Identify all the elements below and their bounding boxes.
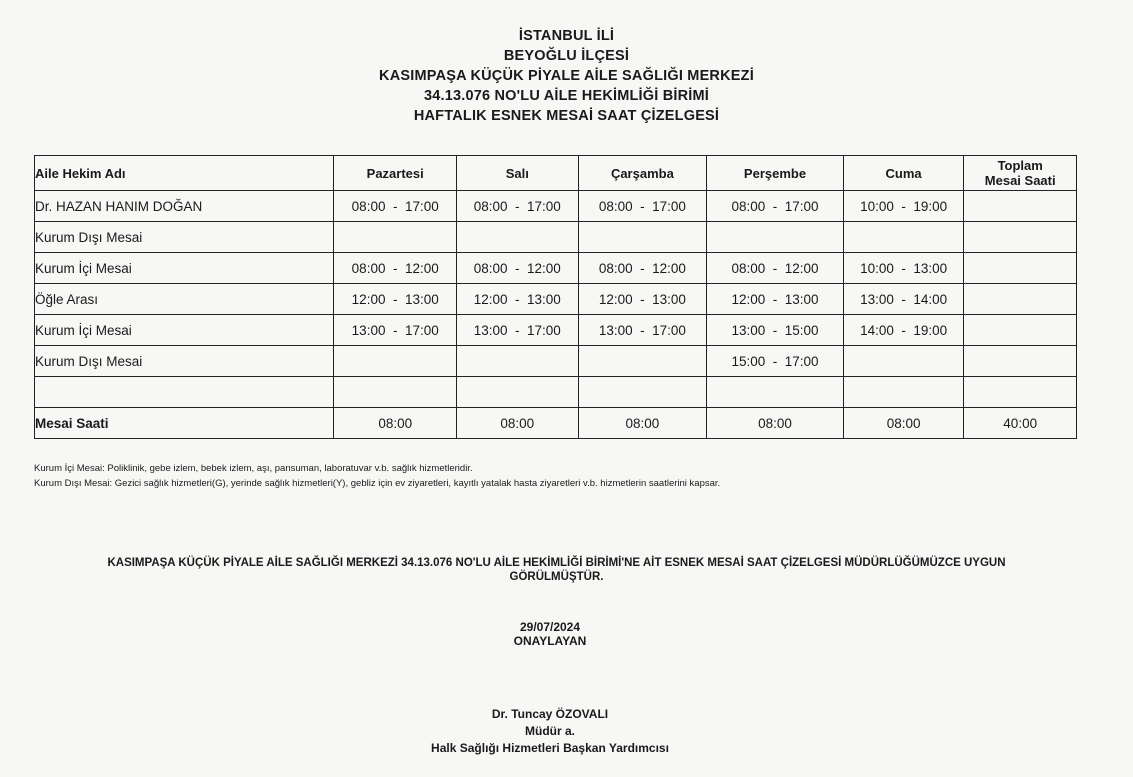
- column-header-total-hours: [964, 156, 1077, 191]
- total-row: [35, 408, 1077, 439]
- time-cell: 13:00 - 17:00: [457, 315, 579, 346]
- time-cell: 08:00 - 12:00: [457, 253, 579, 284]
- header-health-center: KASIMPAŞA KÜÇÜK PİYALE AİLE SAĞLIĞI MERKEZİ: [379, 68, 754, 84]
- time-cell: 08:00: [457, 408, 579, 439]
- time-cell: [843, 377, 964, 408]
- time-cell: [707, 377, 844, 408]
- table-row: [35, 315, 1077, 346]
- note-external-hours: Kurum Dışı Mesai: Gezici sağlık hizmetleri(G), yerinde sağlık hizmetleri(Y), gebliz için ev ziyaretleri, kayıtlı yatalak hasta ziyaretleri v.b. hizmetlerin saatlerini kapsar.: [34, 478, 721, 489]
- time-cell: 08:00 - 17:00: [457, 191, 579, 222]
- total-header-line1: Toplam: [997, 158, 1043, 173]
- header-district: BEYOĞLU İLÇESİ: [503, 48, 630, 64]
- column-header-tuesday: Salı: [457, 156, 579, 191]
- table-row: [35, 253, 1077, 284]
- row-label: Kurum İçi Mesai: [35, 315, 334, 346]
- document-header: [0, 26, 1133, 126]
- row-label: Dr. HAZAN HANIM DOĞAN: [35, 191, 334, 222]
- total-hours-cell: [964, 191, 1077, 222]
- column-header-doctor-name: Aile Hekim Adı: [35, 156, 334, 191]
- approval-statement: [30, 556, 1083, 584]
- time-cell: 12:00 - 13:00: [578, 284, 707, 315]
- header-province: İSTANBUL İLİ: [518, 28, 615, 44]
- note-internal-hours: Kurum İçi Mesai: Poliklinik, gebe izlem, bebek izlem, aşı, pansuman, laboratuvar v.b. sağlık hizmetleridir.: [34, 463, 473, 474]
- time-cell: 10:00 - 19:00: [843, 191, 964, 222]
- time-cell: 08:00 - 12:00: [707, 253, 844, 284]
- time-cell: 13:00 - 15:00: [707, 315, 844, 346]
- table-row: [35, 346, 1077, 377]
- row-label: [35, 377, 334, 408]
- table-row: [35, 377, 1077, 408]
- time-cell: 13:00 - 17:00: [578, 315, 707, 346]
- table-row: [35, 284, 1077, 315]
- total-hours-cell: [964, 253, 1077, 284]
- time-cell: 14:00 - 19:00: [843, 315, 964, 346]
- total-hours-cell: [964, 377, 1077, 408]
- approval-statement-line1: KASIMPAŞA KÜÇÜK PİYALE AİLE SAĞLIĞI MERKEZİ 34.13.076 NO'LU AİLE HEKİMLİĞİ BİRİMİ'NE AİT ESNEK MESAİ SAAT ÇİZELGESİ MÜDÜRLÜĞÜMÜZCE UYGUN: [107, 557, 1006, 569]
- approval-date: 29/07/2024: [519, 620, 581, 634]
- time-cell: 08:00 - 17:00: [334, 191, 457, 222]
- time-cell: [457, 346, 579, 377]
- signer-block: [0, 706, 1100, 757]
- total-header-line2: Mesai Saati: [984, 173, 1056, 188]
- approved-by-label: ONAYLAYAN: [513, 634, 587, 648]
- time-cell: 13:00 - 14:00: [843, 284, 964, 315]
- time-cell: 12:00 - 13:00: [707, 284, 844, 315]
- approval-statement-line2: GÖRÜLMÜŞTÜR.: [509, 571, 604, 583]
- column-header-monday: Pazartesi: [334, 156, 457, 191]
- signer-role: Müdür a.: [525, 724, 575, 738]
- approval-block: [0, 620, 1100, 648]
- time-cell: [578, 377, 707, 408]
- total-row-label: Mesai Saati: [35, 408, 334, 439]
- time-cell: [843, 346, 964, 377]
- row-label: Öğle Arası: [35, 284, 334, 315]
- column-header-wednesday: Çarşamba: [578, 156, 707, 191]
- time-cell: 08:00 - 12:00: [334, 253, 457, 284]
- time-cell: [578, 346, 707, 377]
- header-document-title: HAFTALIK ESNEK MESAİ SAAT ÇİZELGESİ: [413, 108, 720, 124]
- column-header-thursday: Perşembe: [707, 156, 844, 191]
- time-cell: [334, 346, 457, 377]
- time-cell: [334, 222, 457, 253]
- row-label: Kurum Dışı Mesai: [35, 222, 334, 253]
- time-cell: 08:00 - 17:00: [578, 191, 707, 222]
- time-cell: [578, 222, 707, 253]
- header-unit: 34.13.076 NO'LU AİLE HEKİMLİĞİ BİRİMİ: [423, 88, 710, 104]
- time-cell: 15:00 - 17:00: [707, 346, 844, 377]
- total-hours-cell: [964, 284, 1077, 315]
- row-label: Kurum Dışı Mesai: [35, 346, 334, 377]
- time-cell: 08:00 - 17:00: [707, 191, 844, 222]
- row-label: Kurum İçi Mesai: [35, 253, 334, 284]
- time-cell: 08:00 - 12:00: [578, 253, 707, 284]
- time-cell: 08:00: [707, 408, 844, 439]
- time-cell: [334, 377, 457, 408]
- time-cell: [707, 222, 844, 253]
- time-cell: 10:00 - 13:00: [843, 253, 964, 284]
- table-row: [35, 191, 1077, 222]
- signer-name: Dr. Tuncay ÖZOVALI: [491, 707, 609, 721]
- time-cell: [457, 222, 579, 253]
- time-cell: 13:00 - 17:00: [334, 315, 457, 346]
- time-cell: 08:00: [334, 408, 457, 439]
- table-header-row: [35, 156, 1077, 191]
- time-cell: 08:00: [578, 408, 707, 439]
- total-hours-cell: [964, 315, 1077, 346]
- total-hours-cell: [964, 222, 1077, 253]
- total-hours-cell: [964, 346, 1077, 377]
- notes: [34, 461, 720, 491]
- table-row: [35, 222, 1077, 253]
- time-cell: 12:00 - 13:00: [334, 284, 457, 315]
- total-hours-cell: 40:00: [964, 408, 1077, 439]
- time-cell: 12:00 - 13:00: [457, 284, 579, 315]
- time-cell: [457, 377, 579, 408]
- signer-title: Halk Sağlığı Hizmetleri Başkan Yardımcısı: [431, 741, 669, 755]
- time-cell: 08:00: [843, 408, 964, 439]
- time-cell: [843, 222, 964, 253]
- schedule-table: [34, 155, 1077, 439]
- column-header-friday: Cuma: [843, 156, 964, 191]
